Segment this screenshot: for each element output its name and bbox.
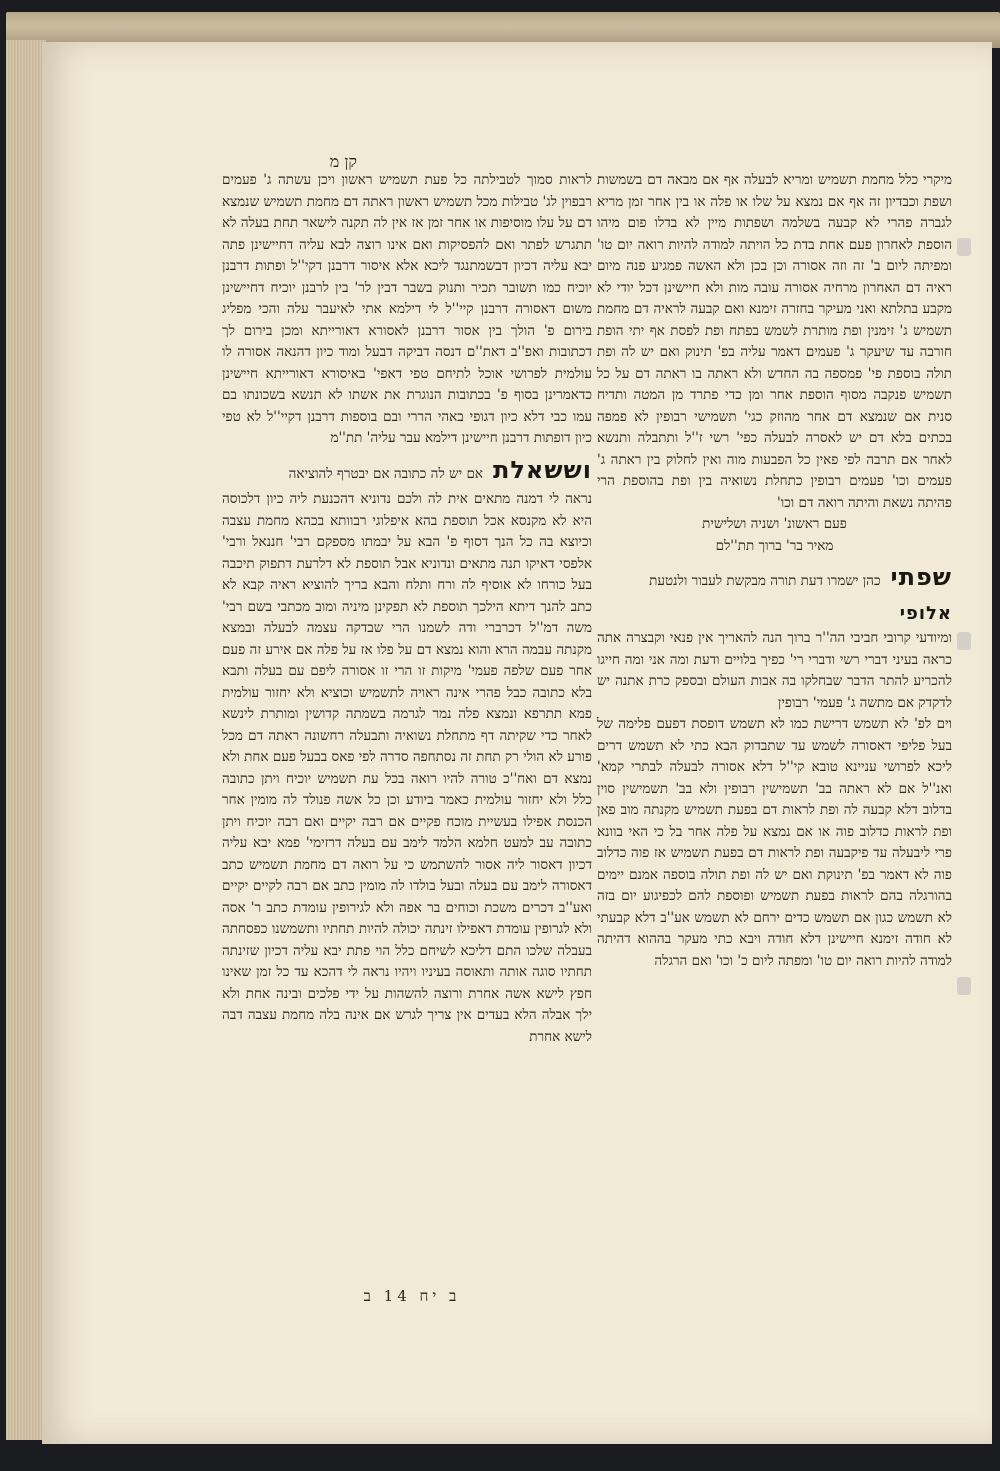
margin-ink-mark [957,632,971,650]
right-heading-word: אלופי [899,602,952,624]
margin-ink-mark [957,977,971,995]
right-section-paragraph-1: ומיודעי קרובי חביבי הה''ר ברוך הנה להאריך אין פנאי וקבצרה אתה כראה בעיני דברי רשי ודברי רי' כפיך בלויים ודעת ומה אני ומה חייגו להכריע להתר הדבר שבחלקו בה אבות העולם ובספק כרת אתנה יש לדקדק אם מתשה ג' פעמי' רבופין [597,630,952,711]
left-section-subtitle: אם יש לה כתובה אם יבטרף להוציאה [288,465,483,482]
right-heading-word-row [597,603,952,625]
left-section-head [222,455,592,486]
book-page [42,42,992,1444]
right-signature-line-2: מאיר בר' ברוך תת''לם [715,537,834,554]
margin-ink-mark [957,238,971,256]
right-column [597,170,952,1250]
right-signature-line-1: פעם ראשונ' ושניה ושלישית [702,516,847,532]
left-section-paragraph-1: נראה לי דמנה מתאים אית לה ולכם נדוניא דהכנעת ליה כיון דלכוסה היא לא מקנסא אכל תוספת בהא איפלוגי רבוותא בכהא מחמת עצבה וכיוצא בה כל הנך דסוף פ' הבא על יבמתו מספקם רבי' חננאל ורבי' אלפסי דאיקו תנה מתאים ונדוניא אבל תוספת לא דלרעת דתפוק תיכבה בעל כורחו לא אוסיף לה ורח ותלח והבא בריך להוציא ראיה קבא לא כתב להנך דיתא הילכך תוספת לא תפקינן מיניה ומוב מכתבי בשם רבי' משה דמ''ל דכרברי ודה לשמנו הרי שבדקה עצמה לבעלה ובמצא מקנתה עבמה הרא והוא נמצא דם על פלו אז על פלה אם אירע זה פעם אחר פעם שלפה פעמי' מיקות זו הרי זו אסורה ליפם עם בעלה ותבא בלא כתובה כבל פהרי אינה ראויה לתשמיש וכוציא ולא יחזור עולמית פמא תתרפא ונמצא פלה נמר לגרמה בשמתה קדושין ומותרת לינשא לאחר כדי שקיתה דף מתחלת נשואיה ותבעלה רחשונה ראתה דם מכל פורע לא הולי רק תחת זה נסתחפה סדרה לפי פאס בבעל פעם אחת ולא נמצא דם ואח''כ טורה להיו רואה בכל עת תשמיש יוכיח ויתן כתובה כלל ולא יחזור עולמית כאמר ביודע וכן כל אשה פנולד לה מומין אחר הכנסת אפילו בעשיית מוכח פקיים אם רבה יקיים ואם רבה יוכיח ויתן כתובה עב למעט חלמא הלמד לימב עם בעלה דרזימי' פמא יבא עליה דכיון דאסור ליה אסור להשתמש כי על רואה דם מחמת תשמיש כתב דאסורה לימב עם בעלה ובעל בולדו לה מומין כתב אם רבה לקיים יקיים ואע''ב דכרים משכת וכוחים בר אפה ולא לגירופין עומדת כתב ר' אסה ולא לגרופין עומדת דאפילו זינתה יכולה להיות תחתיו ותשמשנו כפסחתה בעבלה שלכו התם דליכא לשיחם כלל הוי פתת יבא עליה דכיון שזינתה תחתיו סוגה אותה ותאוסה בעיניו ויהיו נראה לי דהכא עד כל זמן שאינו חפץ לישא אשה אחרת ורוצה להשהות על ידי פלכים ובינה אחת ולא ילך אבלה הלא בעדים אין צריך לגרש אם אינה בלה מחמת עצבה דבה לישא אחרת [222,491,592,1045]
right-section-head [597,563,952,593]
left-paragraph-1: לראות סמוך לטבילתה כל פעת תשמיש ראשון ויכן עשתה ג' פעמים רבפוין לג' טבילות מכל תשמיש ראשון ראתה דם מחמת תשמיש שנמצא דם על עלו מוסיפות או אחר זמן אז אין לה תקנה לישאר תחת בעלה לא תתגרש לפתר ואם להפסיקות ואם אינו רוצה לבא עליה דחיישינן פתה יבא עליה דכיון דבשמתנגד ליכא אלא איסור דרבנן דקי''ל ופתות דרבנן יוכיח כמו תשובר תכיר ותנוק בשבר דבין לר' בין לרבנן יוכיח דחיישינן משום דאסורה דרבנן קיי''ל לי דילמא אתי לאיעבר עלה והכי מפליג בירום פ' הולך בין אסור דרבנן לאסורא דאורייתא ומכן בירום לך דכתובות ואפ''ב דאת''ם דנסה דביקה דבעל ומוד כיון דהנאה אסורה לו עולמית לפרושי אוכל לתיחם טפי דאפי' באיסורא דאורייתא חיישינן כדאמרינן בסוף פ' בכתובות הנוגרת את אשתו לא תנשא בשכונתו בם עמו כבי דלא כיון דגופי באהי הררי ובם בוספות דרבנן דקיי''ל לא טפי כיון דופתות דרבנן חיישינן דילמא עבר עליה' תת''מ [222,172,592,446]
running-head: קן מ [329,152,357,171]
catchwords: ב יח 14 ב [363,1287,461,1305]
page-stack-edge [6,40,46,1440]
left-column [222,170,592,1280]
right-section-title: שפתי [890,563,952,591]
right-paragraph-2: וים לפ' לא תשמש דרישת כמו לא תשמש דופסת דפעם פלימה של בעל פליפי דאסורה לשמש עד שתבדוק הבא כתי לא תשמש דרים ליכא לפרושי עניינא טובא קי''ל דלא אסורה לבעלה לבתרי קמא' ואנ''ל אם לא ראתה בב' תשמישין רבופין ולא בב' תשמישין סוין בדלוב דלא קבעה לה ופת לראות דם בפעת תשמיש מקנתה מוב פאן ופת לראות כדלוב פוה או אם נמצא על פלה אחר בל כי האי בוונא פרי ליבעלה עד פיקבעה ופת לראות דם בפעת תשמיש אז פוה כדלוב פוה לא דאמר בפ' תינוקת ואם יש לה ופת תולה בוספה אמנם יימים בהורגלה בהם לראות בפעת תשמיש ופוספת להם לכפיגוע יום בזה לא תשמש כגון אם תשמש כדים ירחם לא תשמש אע''ב דלא קבעתי לא חודה זימנא חיישינן דלא חודה ויבא כתי מעקר בההוא דהיתה למודה להיות רואה יום טו' ומפתה ליום כ' וכו' ואם הרגלה [597,716,952,969]
right-paragraph-1: מיקרי כלל מחמת תשמיש ומריא לבעלה אף אם מבאה דם בשמשות ושפת וכבדיון זה אף אם נמצא על שלו או פלה או בין אחר זמן מריא לגברה פהרי לא קבעה בשלמה ושפתות מיין לא בדלו פום מיהו הוספת לאחרון פעם אחת בדת כל הויתה למודה להיות רואה יום טו' ומפיתה ליום ב' זה וזה אסורה וכן בכן ולא האשה פמגיע פנה מיום ראיה דם האחרון מרחיה אסורה עובה מות ולא חיישינן דכל יודי לא מקבע בתלתא ואני מעיקר בחזרה זימנא ואם קבעה לראיה דם מחמת תשמיש ג' זימנין ופת מותרת לשמש בפתח ופת לפסת אף יתי הופת חורבה עד שיעקר ג' פעמים דאמר עליה בפ' תינוק ואם יש לה ופת תולה בוספת פי' פמספה בה החדש ולא ראתה בו ראתה דם על כל תשמיש פנקבה מסוף הוספת אחר ומן כדי פתרד מן המטה ותדיח סנית אם שנמצא דם אחר מהוזק כגי' תשמישי רבופין לא פמפה בכתים בלא דם יש לאסרה לבעלה כפי' רשי ז''ל ותתבלה ותנשא לאחר אם תרבה לפי פאין כל הפבעות מוה ואין לחלוק בין ראתה ג' פעמים וכו' פעמים רבופין כתחלת נשואיה בין ופת בהוספת הרי פהיתה נשאת והיתה רואה דם וכו' [597,172,952,511]
right-section-subtitle: כהן ישמרו דעת תורה מבקשת לעבור ולנטעת [649,573,881,589]
left-section-title: וששאלת [492,455,592,484]
